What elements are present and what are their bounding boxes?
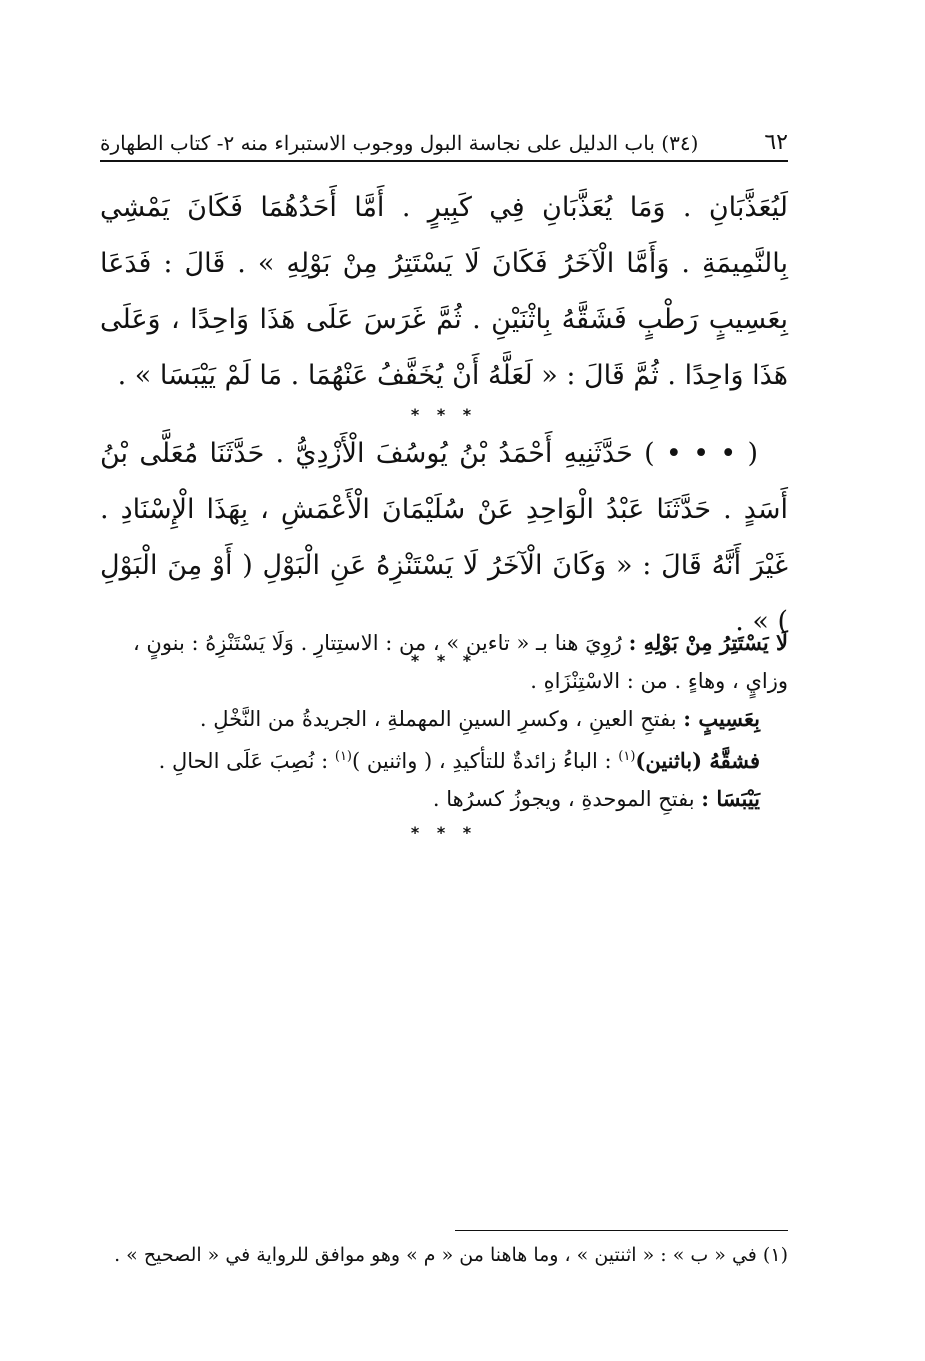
note-item bbox=[100, 700, 788, 738]
hadith-text: ( • • • ) حَدَّثَنِيهِ أَحْمَدُ بْنُ يُوسُفَ الْأَزْدِيُّ . حَدَّثَنَا مُعَلَّى بْنُ أَسَدٍ . حَدَّثَنَا عَبْدُ الْوَاحِدِ عَنْ سُلَيْمَانَ الْأَعْمَشِ ، بِهَذَا الْإِسْنَادِ . غَيْرَ أَنَّهُ قَالَ : « وَكَانَ الْآخَرُ لَا يَسْتَنْزِهُ عَنِ الْبَوْلِ ( أَوْ مِنَ الْبَوْلِ ) » . bbox=[100, 438, 788, 637]
note-term: فشقَّهُ (باثنين) bbox=[635, 748, 760, 773]
footnote-ref: (١) bbox=[618, 749, 636, 764]
note-item bbox=[100, 780, 788, 818]
footnote-divider bbox=[455, 1230, 788, 1231]
header-title: (٣٤) باب الدليل على نجاسة البول ووجوب الاستبراء منه ٢- كتاب الطهارة bbox=[100, 131, 699, 155]
section-separator: * * * bbox=[410, 405, 478, 424]
note-term: يَيْبَسَا : bbox=[701, 786, 760, 811]
note-text: بفتحِ الموحدةِ ، ويجوزُ كسرُها . bbox=[432, 787, 695, 811]
note-item bbox=[100, 738, 788, 780]
footnote-ref: (١) bbox=[334, 749, 352, 764]
note-term: بِعَسِيبٍ : bbox=[683, 706, 760, 731]
note-text: رُوِيَ هنا بـ « تاءين » ، من : الاستِتارِ . وَلَا يَسْتَنْزِهُ : بنونٍ ، وزايٍ ، وهاءٍ . من : الاسْتِنْزَاهِ . bbox=[132, 631, 788, 693]
note-text: : الباءُ زائدةٌ للتأكيدِ ، ( واثنين ) bbox=[352, 749, 612, 773]
note-item bbox=[100, 624, 788, 700]
running-header bbox=[100, 126, 788, 162]
footnote: (١) في « ب » : « اثنتين » ، وما هاهنا من « م » وهو موافق للرواية في « الصحيح » . bbox=[114, 1244, 788, 1266]
note-text: : نُصِبَ عَلَى الحالِ . bbox=[158, 749, 329, 773]
note-text: بفتحِ العينِ ، وكسرِ السينِ المهملةِ ، الجريدةُ من النَّخْلِ . bbox=[199, 707, 677, 731]
page-number: ٦٢ bbox=[764, 130, 788, 155]
section-separator: * * * bbox=[410, 823, 478, 842]
main-text bbox=[100, 180, 788, 672]
section-separator: * * * bbox=[410, 651, 478, 670]
note-term: لَا يَسْتَتِرُ مِنْ بَوْلِهِ : bbox=[628, 630, 788, 655]
hadith-continuation: لَيُعَذَّبَانِ . وَمَا يُعَذَّبَانِ فِي كَبِيرٍ . أَمَّا أَحَدُهُمَا فَكَانَ يَمْشِي بِالنَّمِيمَةِ . وَأَمَّا الْآخَرُ فَكَانَ لَا يَسْتَتِرُ مِنْ بَوْلِهِ » . قَالَ : فَدَعَا بِعَسِيبٍ رَطْبٍ فَشَقَّهُ بِاثْنَيْنِ . ثُمَّ غَرَسَ عَلَى هَذَا وَاحِدًا ، وَعَلَى هَذَا وَاحِدًا . ثُمَّ قَالَ : « لَعَلَّهُ أَنْ يُخَفَّفُ عَنْهُمَا . مَا لَمْ يَيْبَسَا » . bbox=[100, 192, 788, 391]
commentary-notes bbox=[100, 624, 788, 844]
